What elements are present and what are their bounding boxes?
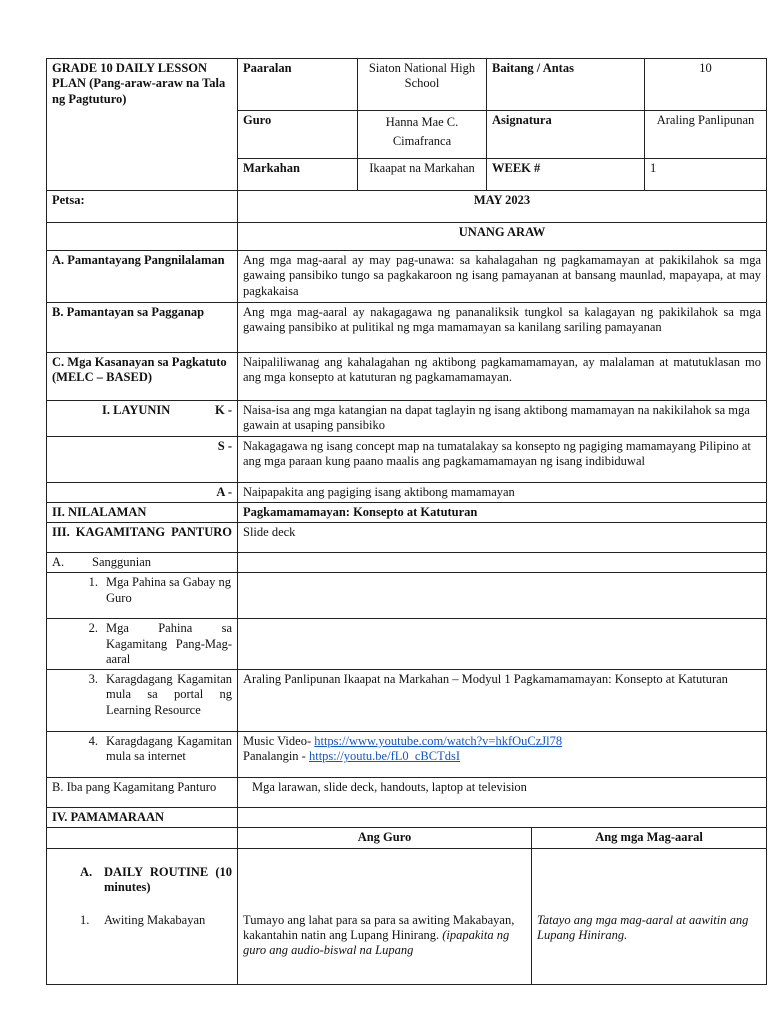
pamantayang-pangnilalaman-text: Ang mga mag-aaral ay may pag-unawa: sa kahalagahan ng pagkamamayan at pakikilahok sa mga gawaing pansibiko tungo sa pagkakaroon ng isang pamayanan at bansang maunlad, mapayapa, at may pagkakaisa bbox=[238, 251, 767, 303]
ang-mag-aaral-header: Ang mga Mag-aaral bbox=[532, 828, 767, 848]
layunin-a-text: Naipapakita ang pagiging isang aktibong mamamayan bbox=[238, 482, 767, 502]
iba-pang-kagamitan-value: Mga larawan, slide deck, handouts, laptop at television bbox=[238, 778, 767, 808]
paaralan-value: Siaton National High School bbox=[358, 59, 487, 111]
music-video-label: Music Video- bbox=[243, 734, 315, 748]
awit-label: Awiting Makabayan bbox=[104, 913, 206, 927]
music-video-line bbox=[243, 734, 761, 749]
nilalaman-label: II. NILALAMAN bbox=[47, 502, 238, 522]
sanggunian-item-1 bbox=[47, 573, 238, 619]
sanggunian-cell bbox=[47, 553, 238, 573]
item-label: Karagdagang Kagamitan mula sa internet bbox=[106, 734, 232, 764]
baitang-value: 10 bbox=[645, 59, 767, 111]
daily-routine-heading bbox=[80, 865, 232, 896]
kagamitan-label: III. KAGAMITANG PANTURO bbox=[47, 523, 238, 553]
iba-pang-kagamitan-label: B. Iba pang Kagamitang Panturo bbox=[47, 778, 238, 808]
sanggunian-item-4 bbox=[47, 732, 238, 778]
kagamitan-value: Slide deck bbox=[238, 523, 767, 553]
awit-number: 1. bbox=[80, 913, 90, 927]
layunin-s-label: S - bbox=[47, 436, 238, 482]
pamantayang-pangnilalaman-label: A. Pamantayang Pangnilalaman bbox=[47, 251, 238, 303]
sanggunian-item-3 bbox=[47, 670, 238, 732]
guro-instruction-note: (ipapakita ng guro ang audio-biswal na Lupang bbox=[243, 927, 510, 957]
kasanayan-label: C. Mga Kasanayan sa Pagkatuto (MELC – BASED) bbox=[47, 353, 238, 401]
guro-label: Guro bbox=[238, 111, 358, 159]
guro-value: Hanna Mae C. Cimafranca bbox=[358, 111, 487, 159]
internet-resources bbox=[238, 732, 767, 778]
pamantayan-sa-pagganap-text: Ang mga mag-aaral ay nakagagawa ng pananaliksik tungkol sa kalagayan ng pakikilahok sa mga gawaing pansibiko at pulitikal ng mga mamamayan sa kanilang sariling pamayanan bbox=[238, 303, 767, 353]
asignatura-value: Araling Panlipunan bbox=[645, 111, 767, 159]
paaralan-label: Paaralan bbox=[238, 59, 358, 111]
document-title: GRADE 10 DAILY LESSON PLAN (Pang-araw-araw na Tala ng Pagtuturo) bbox=[47, 59, 238, 191]
panalangin-line bbox=[243, 749, 761, 764]
layunin-label: I. LAYUNIN bbox=[102, 403, 171, 417]
item-number: 2. bbox=[88, 621, 98, 636]
ang-guro-header: Ang Guro bbox=[238, 828, 532, 848]
item-label: Mga Pahina sa Kagamitang Pang-Mag-aaral bbox=[106, 621, 232, 666]
music-video-link[interactable]: https://www.youtube.com/watch?v=hkfOuCzJl78 bbox=[314, 734, 563, 748]
pamamaraan-header-blank bbox=[47, 828, 238, 848]
kasanayan-text: Naipaliliwanag ang kahalagahan ng aktibong pagkamamamayan, ay malalaman at matutuklasan mo ang mga konsepto at katuturan ng pagkamamamayan. bbox=[238, 353, 767, 401]
sanggunian-item-1-value bbox=[238, 573, 767, 619]
week-value: 1 bbox=[645, 159, 767, 191]
layunin-k-cell bbox=[47, 401, 238, 437]
lesson-plan-document bbox=[46, 58, 766, 985]
petsa-label: Petsa: bbox=[47, 191, 238, 223]
layunin-k-label: K - bbox=[214, 403, 232, 417]
item-label: Mga Pahina sa Gabay ng Guro bbox=[106, 575, 231, 605]
item-number: 3. bbox=[88, 672, 98, 686]
mag-aaral-response-cell: Tatayo ang mga mag-aaral at aawitin ang Lupang Hinirang. bbox=[532, 848, 767, 984]
petsa-value: MAY 2023 bbox=[238, 191, 767, 223]
markahan-value: Ikaapat na Markahan bbox=[358, 159, 487, 191]
lesson-plan-table bbox=[46, 58, 767, 985]
item-label: Karagdagang Kagamitan mula sa portal ng Learning Resource bbox=[106, 672, 232, 717]
pamamaraan-blank bbox=[238, 808, 767, 828]
pamamaraan-label: IV. PAMAMARAAN bbox=[47, 808, 238, 828]
pamantayan-sa-pagganap-label: B. Pamantayan sa Pagganap bbox=[47, 303, 238, 353]
panalangin-label: Panalangin - bbox=[243, 749, 309, 764]
item-number: 1. bbox=[88, 575, 98, 590]
nilalaman-value: Pagkamamamayan: Konsepto at Katuturan bbox=[238, 502, 767, 522]
sanggunian-value bbox=[238, 553, 767, 573]
asignatura-label: Asignatura bbox=[487, 111, 645, 159]
araw-label: UNANG ARAW bbox=[238, 223, 767, 251]
araw-blank bbox=[47, 223, 238, 251]
markahan-label: Markahan bbox=[238, 159, 358, 191]
routine-number: A. bbox=[80, 864, 93, 879]
sanggunian-item-2-value bbox=[238, 619, 767, 670]
panalangin-link[interactable]: https://youtu.be/fL0_cBCTdsI bbox=[308, 749, 461, 764]
layunin-k-text: Naisa-isa ang mga katangian na dapat taglayin ng isang aktibong mamamayan na nakikilahok sa mga gawain at usaping pansibiko bbox=[238, 401, 767, 437]
sanggunian-item-3-value: Araling Panlipunan Ikaapat na Markahan – Modyul 1 Pagkamamamayan: Konsepto at Katuturan bbox=[238, 670, 767, 732]
layunin-s-text: Nakagagawa ng isang concept map na tumatalakay sa konsepto ng pagiging mamamayang Pilipino at ang mga paraan kung paano maalis ang pagkamamamayan ng isang indibiduwal bbox=[238, 436, 767, 482]
week-label: WEEK # bbox=[487, 159, 645, 191]
sanggunian-num: A. bbox=[52, 555, 65, 569]
guro-instruction-text: Tumayo ang lahat para sa para sa awiting Makabayan, kakantahin natin ang Lupang Hinirang. bbox=[243, 912, 515, 942]
sanggunian-label: Sanggunian bbox=[92, 555, 152, 569]
baitang-label: Baitang / Antas bbox=[487, 59, 645, 111]
sanggunian-item-2 bbox=[47, 619, 238, 670]
guro-instruction-cell bbox=[238, 848, 532, 984]
routine-label: DAILY ROUTINE (10 minutes) bbox=[104, 864, 232, 894]
item-number: 4. bbox=[88, 734, 98, 748]
awiting-makabayan-item bbox=[80, 913, 232, 928]
layunin-a-label: A - bbox=[47, 482, 238, 502]
daily-routine-cell bbox=[47, 848, 238, 984]
